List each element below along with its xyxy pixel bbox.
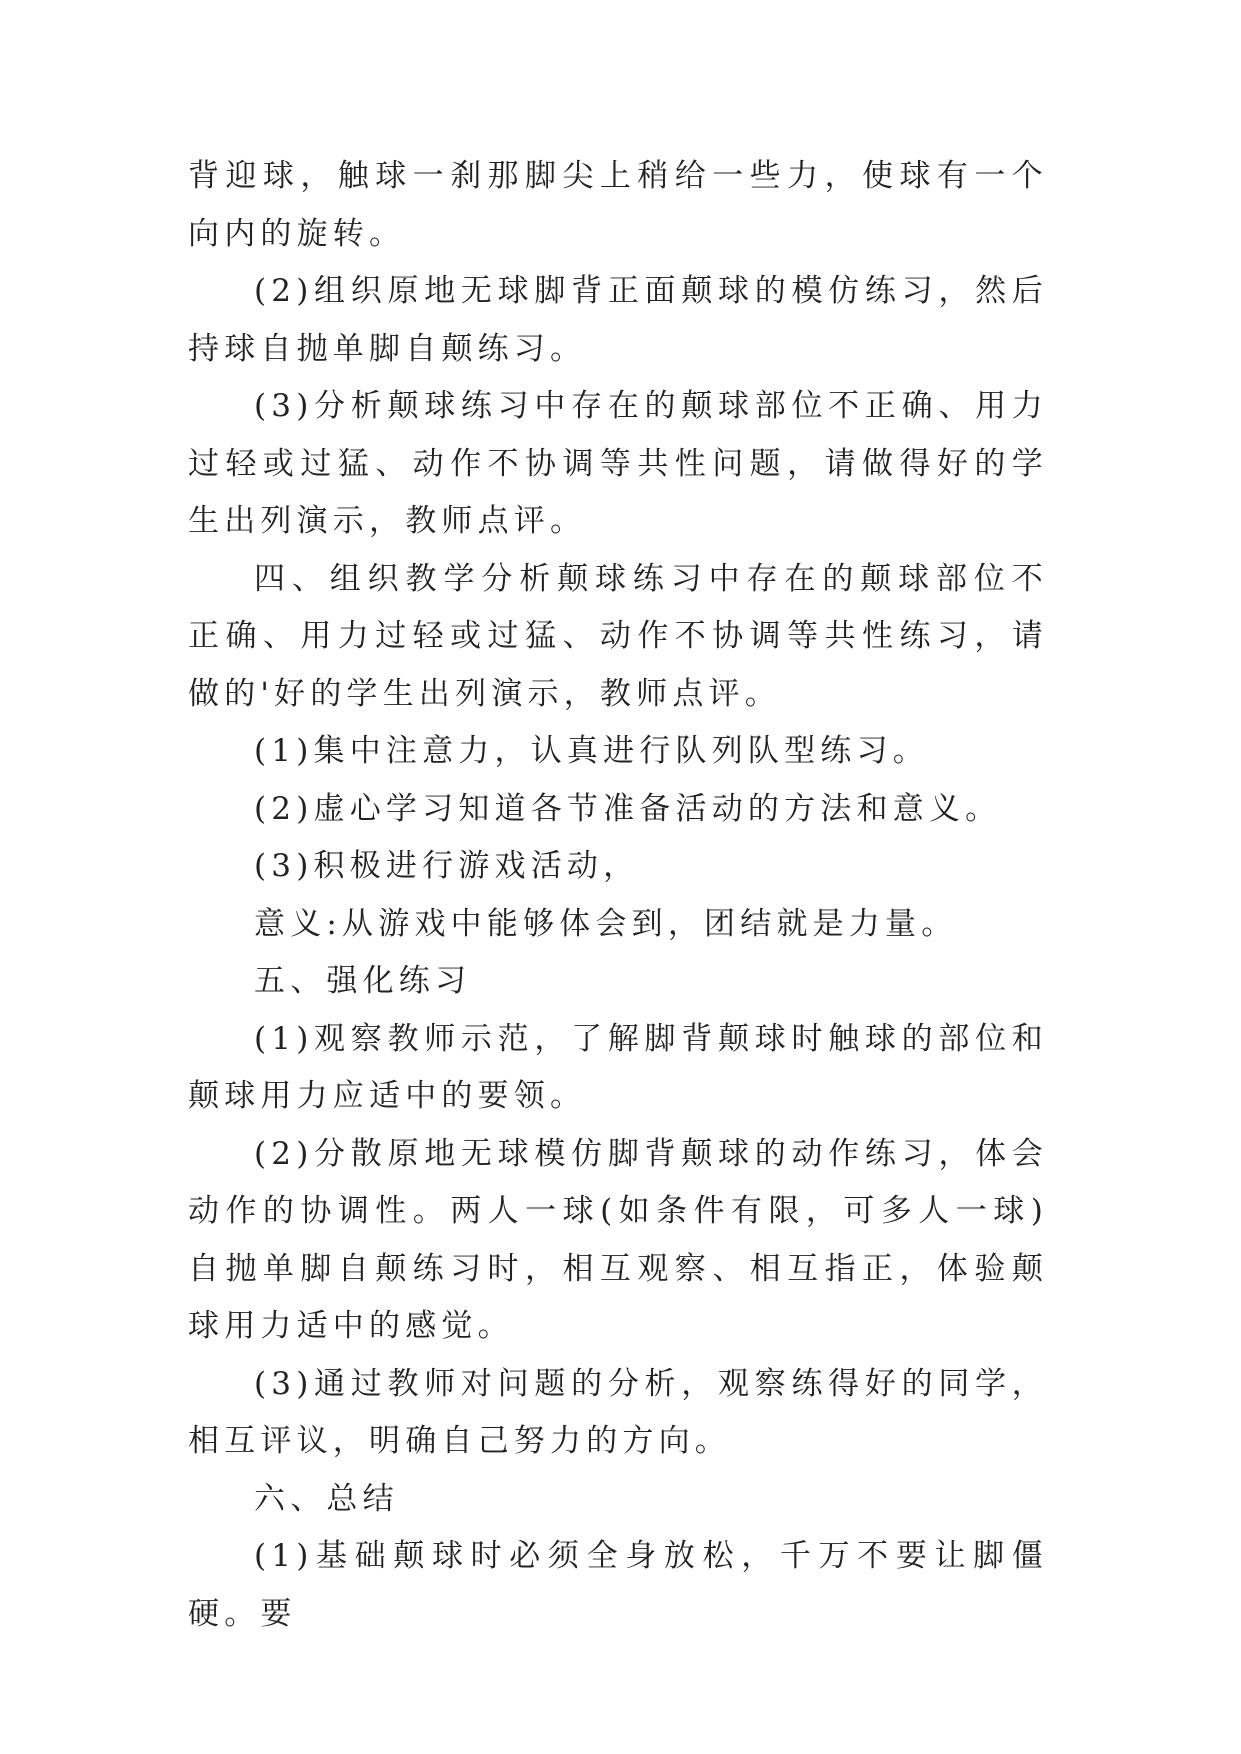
paragraph: (1)基础颠球时必须全身放松，千万不要让脚僵硬。要 xyxy=(188,1538,1048,1632)
paragraph: 四、组织教学分析颠球练习中存在的颠球部位不正确、用力过轻或过猛、动作不协调等共性练习，请做的'好的学生出列演示，教师点评。 xyxy=(188,560,1048,712)
paragraph: (2)组织原地无球脚背正面颠球的模仿练习，然后持球自抛单脚自颠练习。 xyxy=(188,273,1048,367)
paragraph: (3)分析颠球练习中存在的颠球部位不正确、用力过轻或过猛、动作不协调等共性问题，请做得好的学生出列演示，教师点评。 xyxy=(188,388,1048,539)
paragraph: (2)虚心学习知道各节准备活动的方法和意义。 xyxy=(254,790,1002,827)
paragraph: 背迎球，触球一刹那脚尖上稍给一些力，使球有一个向内的旋转。 xyxy=(188,158,1048,252)
paragraph: (2)分散原地无球模仿脚背颠球的动作练习，体会动作的协调性。两人一球(如条件有限，可多人一球)自抛单脚自颠练习时，相互观察、相互指正，体验颠球用力适中的感觉。 xyxy=(188,1135,1048,1344)
section-heading: 五、强化练习 xyxy=(254,963,472,999)
paragraph: (3)积极进行游戏活动， xyxy=(254,848,640,884)
section-heading: 六、总结 xyxy=(254,1480,399,1517)
paragraph: 意义:从游戏中能够体会到，团结就是力量。 xyxy=(254,905,958,942)
paragraph: (3)通过教师对问题的分析，观察练得好的同学，相互评议，明确自己努力的方向。 xyxy=(188,1365,1048,1459)
document-body xyxy=(188,148,1048,1643)
paragraph: (1)观察教师示范，了解脚背颠球时触球的部位和颠球用力应适中的要领。 xyxy=(188,1020,1048,1114)
paragraph: (1)集中注意力，认真进行队列队型练习。 xyxy=(254,733,929,769)
